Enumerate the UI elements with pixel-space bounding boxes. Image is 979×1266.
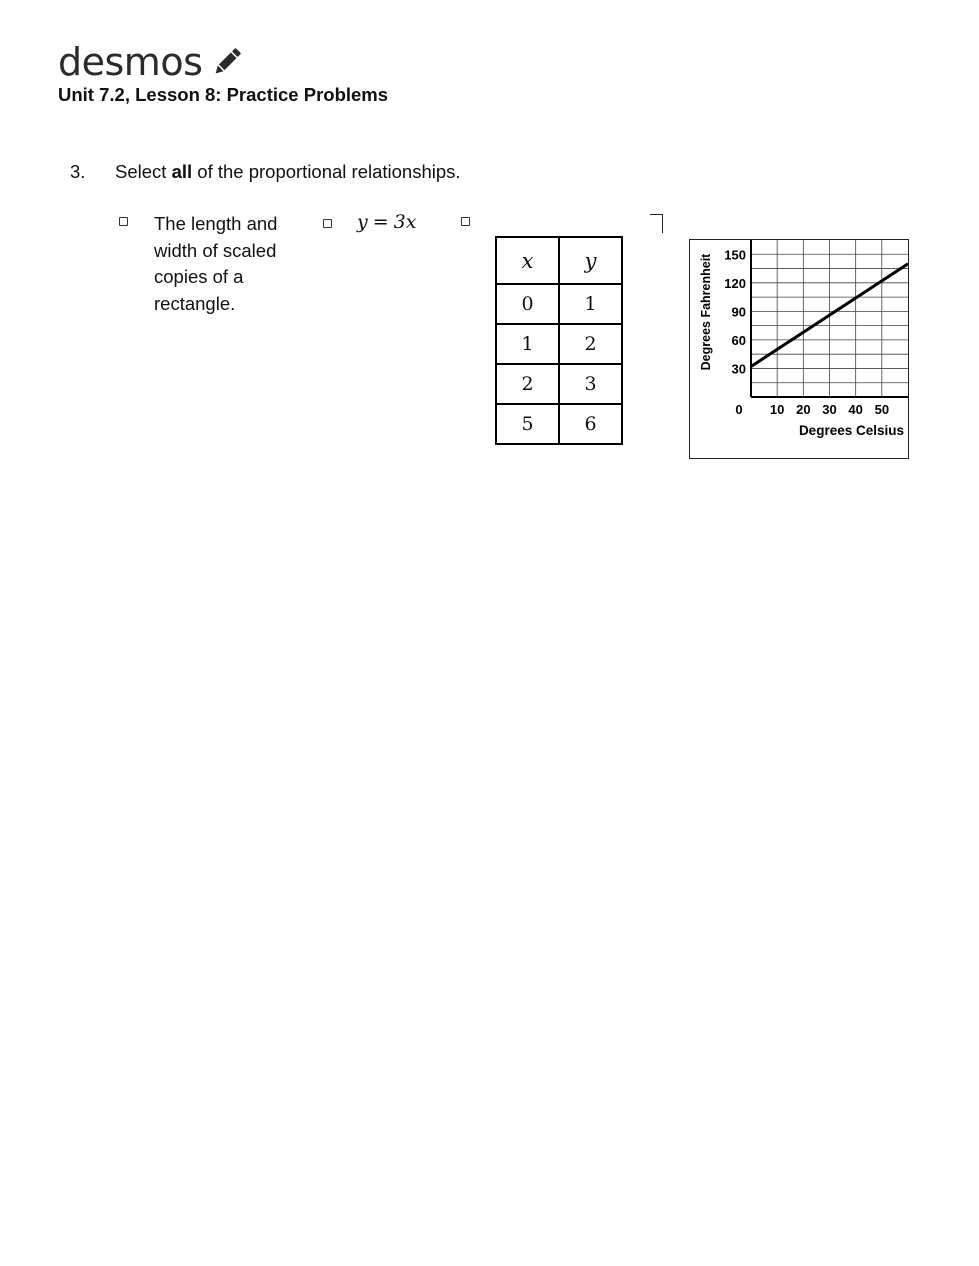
table-cell: 1	[496, 324, 559, 364]
pencil-icon	[210, 45, 244, 79]
question-number: 3.	[70, 161, 86, 182]
option-c-table	[495, 236, 623, 445]
table-row	[496, 404, 622, 444]
option-b-checkbox[interactable]	[323, 219, 332, 228]
option-a-checkbox[interactable]	[119, 217, 128, 226]
table-header-row	[496, 237, 622, 284]
table-cell: 2	[496, 364, 559, 404]
equation-lhs: y	[357, 211, 368, 233]
prompt-end: of the proportional relationships.	[192, 161, 461, 182]
table-row	[496, 324, 622, 364]
table-cell: 6	[559, 404, 622, 444]
table-row	[496, 284, 622, 324]
table-cell: 2	[559, 324, 622, 364]
prompt-start: Select	[115, 161, 172, 182]
origin-label: 0	[735, 402, 743, 417]
table-header-y: y	[559, 237, 622, 284]
y-axis-label: Degrees Fahrenheit	[699, 253, 713, 371]
option-b-equation	[357, 211, 416, 233]
x-tick-label: 50	[874, 402, 890, 417]
y-tick-label: 60	[731, 332, 746, 348]
celsius-fahrenheit-chart	[690, 240, 908, 458]
x-tick-label: 30	[822, 402, 837, 417]
equation-equals: =	[372, 211, 389, 233]
y-tick-label: 90	[731, 304, 746, 320]
x-tick-label: 40	[848, 402, 863, 417]
question-prompt	[115, 161, 461, 183]
x-tick-label: 20	[796, 402, 811, 417]
table-cell: 3	[559, 364, 622, 404]
equation-rhs: 3x	[393, 211, 417, 233]
desmos-logo	[58, 40, 244, 84]
option-a-label: The length and width of scaled copies of a rectangle.	[154, 213, 278, 314]
table-cell: 0	[496, 284, 559, 324]
table-cell: 5	[496, 404, 559, 444]
table-cell: 1	[559, 284, 622, 324]
option-c-checkbox[interactable]	[461, 217, 470, 226]
x-axis-label: Degrees Celsius	[798, 423, 904, 438]
y-tick-label: 120	[724, 275, 746, 291]
option-d-checkbox[interactable]	[650, 214, 663, 233]
option-d-graph	[689, 239, 909, 459]
x-tick-label: 10	[769, 402, 785, 417]
y-tick-label: 30	[731, 361, 746, 377]
table-header-x: x	[496, 237, 559, 284]
table-row	[496, 364, 622, 404]
logo-text: desmos	[58, 40, 203, 84]
prompt-emphasis: all	[171, 161, 193, 182]
page-title: Unit 7.2, Lesson 8: Practice Problems	[58, 84, 389, 105]
y-tick-label: 150	[724, 247, 746, 263]
